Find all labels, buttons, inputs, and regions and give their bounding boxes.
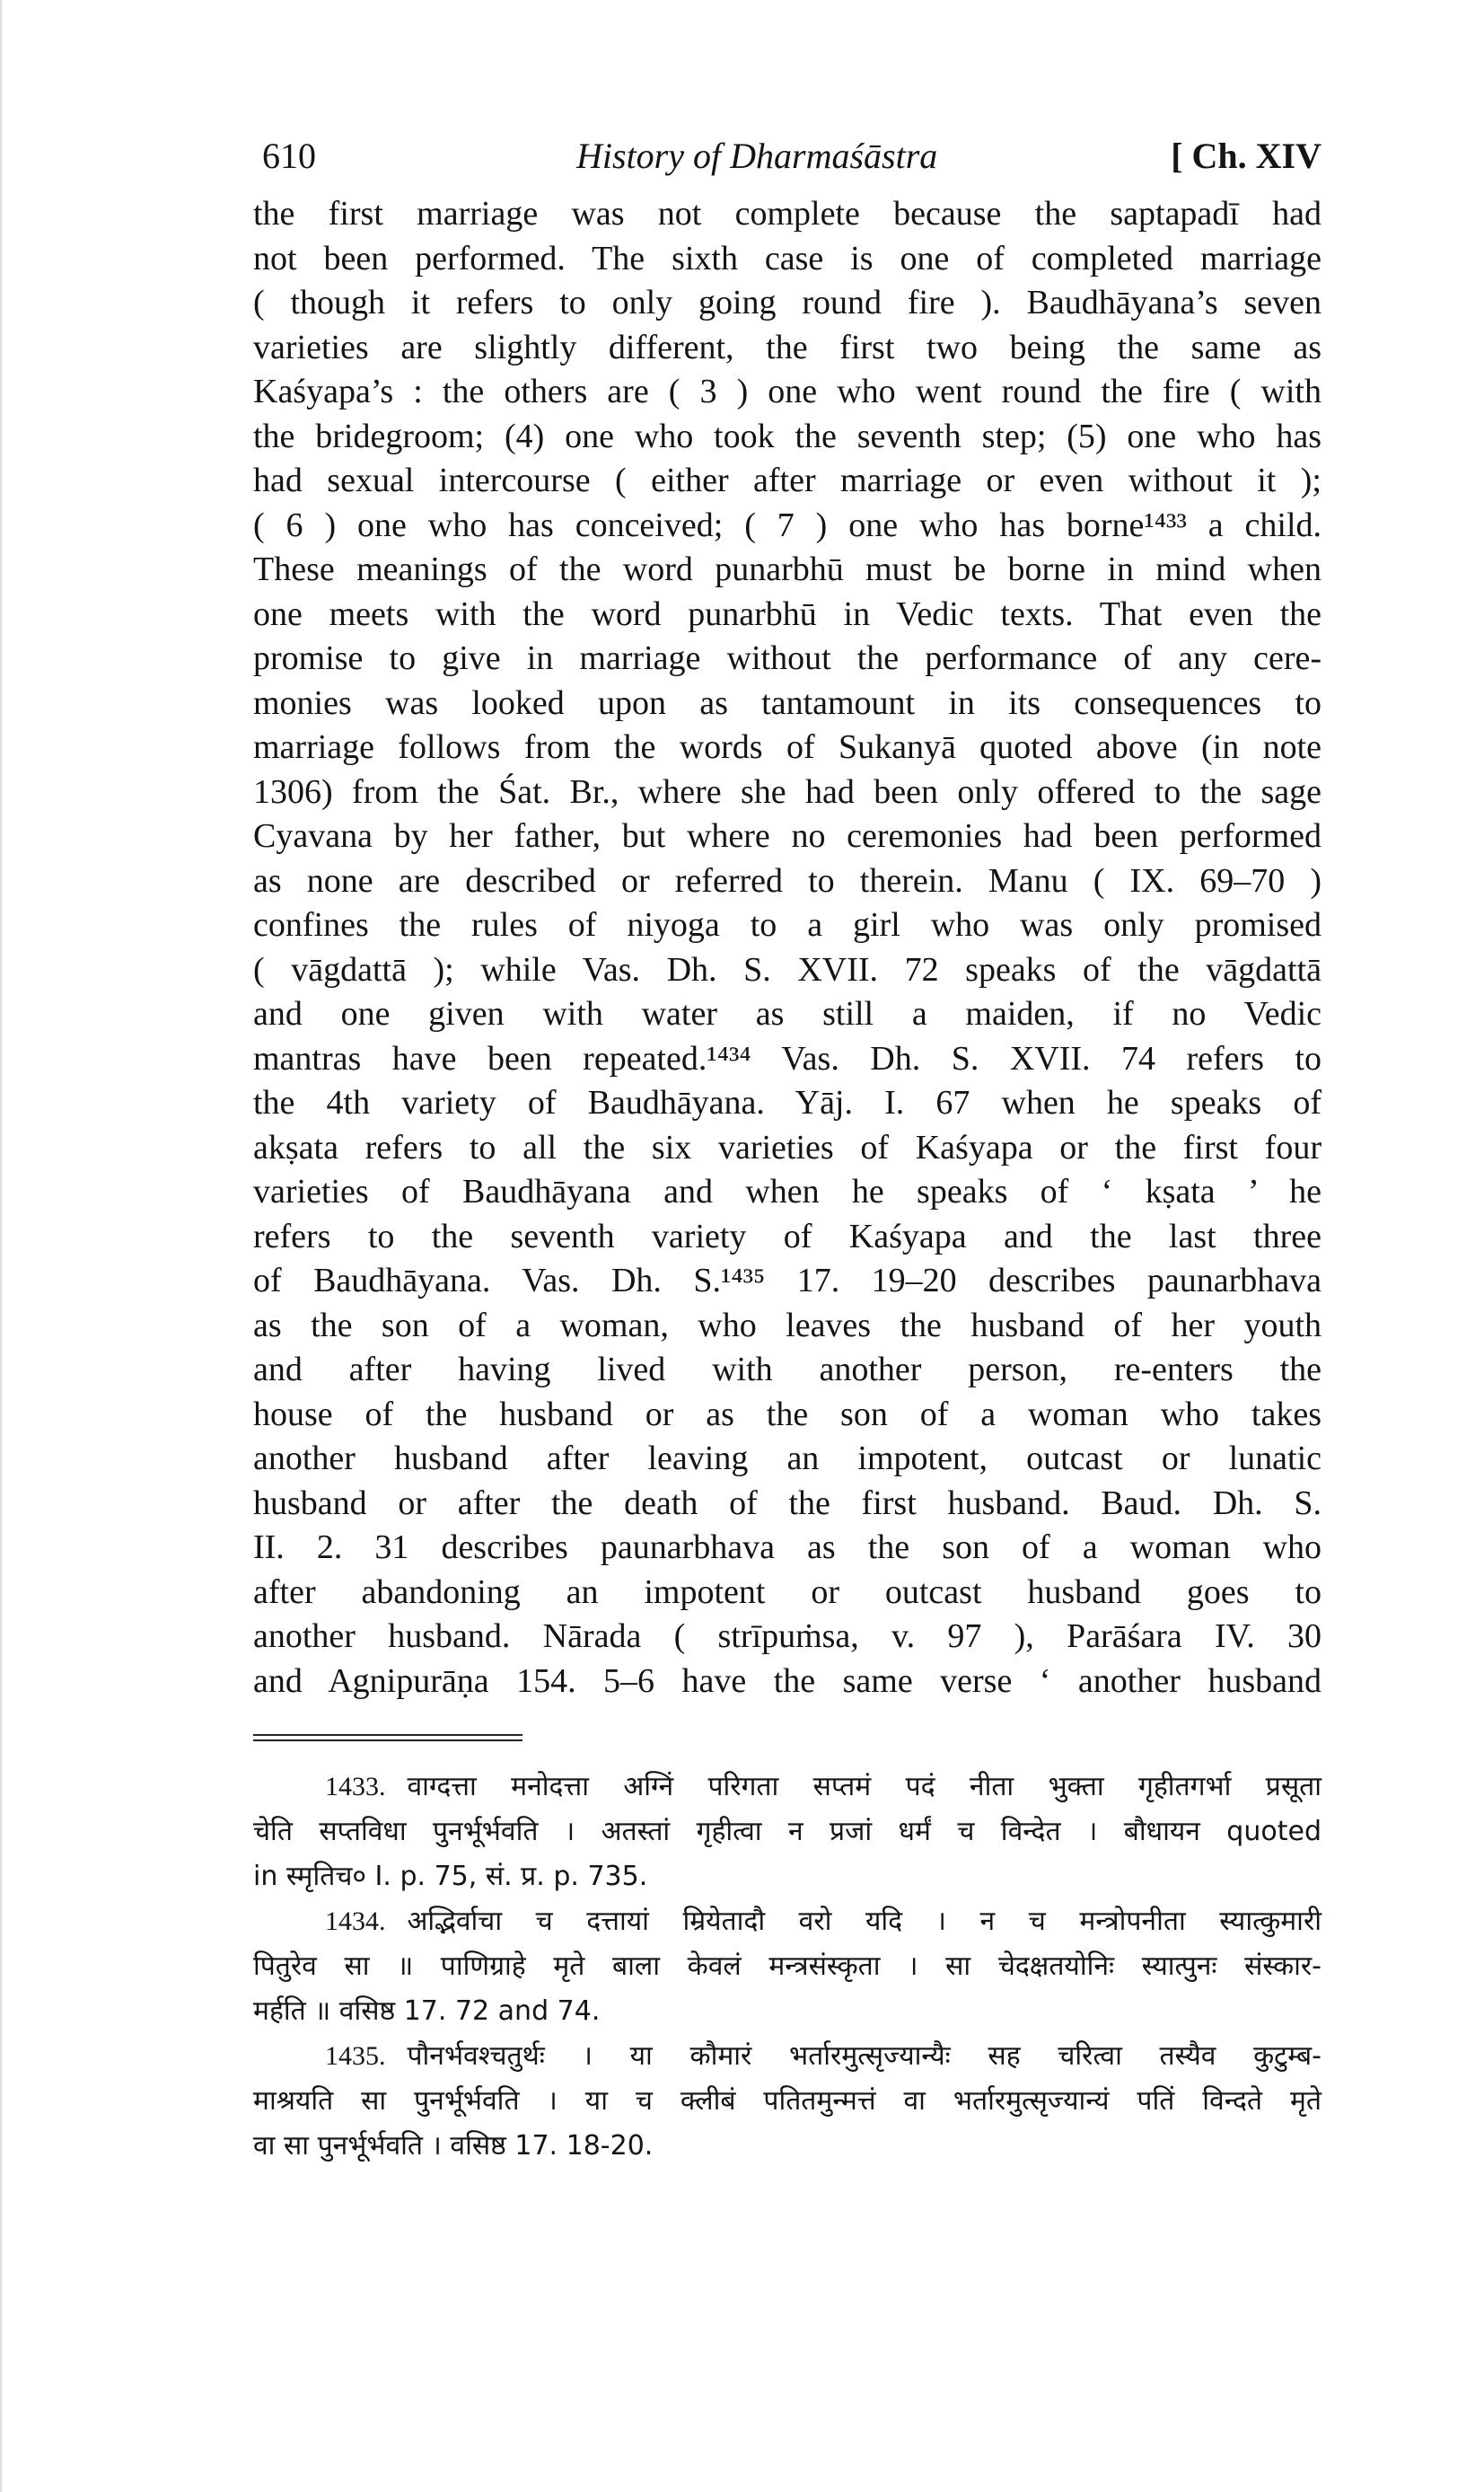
body-line: promise to give in marriage without the performance of any cere- xyxy=(253,639,1322,677)
footnote-text: पितुरेव सा ॥ पाणिग्राहे मृते बाला केवलं मन्त्रसंस्कृता । सा चेदक्षतयोनिः स्यात्पुनः संस्कार- xyxy=(253,1950,1322,1982)
body-line: Kaśyapa’s : the others are ( 3 ) one who went round the fire ( with xyxy=(253,373,1322,410)
footnote-rule xyxy=(253,1734,522,1736)
footnote-number: 1433. xyxy=(325,1772,386,1801)
footnote-line xyxy=(253,1765,1322,1810)
footnote-text: वा सा पुनर्भूर्भवति । वसिष्ठ 17. 18-20. xyxy=(253,2130,654,2162)
footnote-line xyxy=(253,1854,1322,1899)
footnote-rule-secondary xyxy=(253,1739,522,1741)
footnote-text: in स्मृतिच० I. p. 75, सं. प्र. p. 735. xyxy=(253,1861,648,1892)
body-line: ( vāgdattā ); while Vas. Dh. S. XVII. 72 speaks of the vāgdattā xyxy=(253,950,1322,989)
body-line: marriage follows from the words of Sukanyā quoted above (in note xyxy=(253,728,1322,766)
body-line: varieties of Baudhāyana and when he speaks of ‘ kṣata ’ he xyxy=(253,1173,1322,1211)
body-line: and Agnipurāṇa 154. 5–6 have the same verse ‘ another husband xyxy=(253,1661,1322,1700)
body-line: another husband after leaving an impotent, outcast or lunatic xyxy=(253,1440,1322,1477)
body-line: and one given with water as still a maiden, if no Vedic xyxy=(253,995,1322,1033)
chapter-label: [ Ch. XIV xyxy=(1171,136,1322,176)
body-line: as the son of a woman, who leaves the husband of her youth xyxy=(253,1306,1322,1344)
footnote-text: चेति सप्तविधा पुनर्भूर्भवति । अतस्तां गृहीत्वा न प्रजां धर्मं च विन्देत । बौधायन quoted xyxy=(253,1816,1322,1847)
body-line: the first marriage was not complete because the saptapadī had xyxy=(253,195,1322,233)
footnote-text: माश्रयति सा पुनर्भूर्भवति । या च क्लीबं पतितमुन्मत्तं वा भर्तारमुत्सृज्यान्यं पतिं विन्दते मृते xyxy=(253,2085,1322,2117)
body-line: II. 2. 31 describes paunarbhava as the son of a woman who xyxy=(253,1528,1322,1566)
body-line: confines the rules of niyoga to a girl who was only promised xyxy=(253,906,1322,944)
footnote-line xyxy=(253,2079,1322,2124)
footnote-text: वाग्दत्ता मनोदत्ता अग्निं परिगता सप्तमं पदं नीता भुक्ता गृहीतगर्भा प्रसूता xyxy=(407,1771,1322,1802)
body-line: after abandoning an impotent or outcast husband goes to xyxy=(253,1572,1322,1611)
running-title: History of Dharmaśāstra xyxy=(576,136,938,176)
body-line: husband or after the death of the first husband. Baud. Dh. S. xyxy=(253,1484,1322,1522)
footnote xyxy=(253,1899,1322,2034)
body-line: the 4th variety of Baudhāyana. Yāj. I. 67 when he speaks of xyxy=(253,1084,1322,1122)
body-line: and after having lived with another person, re-enters the xyxy=(253,1351,1322,1388)
footnote-line xyxy=(253,2124,1322,2169)
body-line: akṣata refers to all the six varieties of Kaśyapa or the first four xyxy=(253,1128,1322,1167)
footnote-line xyxy=(253,1899,1322,1944)
body-line: mantras have been repeated.¹⁴³⁴ Vas. Dh. S. XVII. 74 refers to xyxy=(253,1039,1322,1078)
footnote-text: मर्हति ॥ वसिष्ठ 17. 72 and 74. xyxy=(253,1995,601,2027)
footnote-line xyxy=(253,2034,1322,2079)
scan-edge xyxy=(0,0,4,2492)
footnote-line xyxy=(253,1810,1322,1854)
body-line: another husband. Nārada ( strīpuṁsa, v. 97 ), Parāśara IV. 30 xyxy=(253,1617,1322,1655)
footnotes xyxy=(253,1765,1322,2169)
body-line: 1306) from the Śat. Br., where she had been only offered to the sage xyxy=(253,772,1322,811)
book-page xyxy=(253,135,1322,2169)
footnote-line xyxy=(253,1989,1322,2034)
body-line: not been performed. The sixth case is one of completed marriage xyxy=(253,239,1322,277)
body-line: ( though it refers to only going round fire ). Baudhāyana’s seven xyxy=(253,284,1322,321)
footnote-line xyxy=(253,1944,1322,1989)
body-line: ( 6 ) one who has conceived; ( 7 ) one who has borne¹⁴³³ a child. xyxy=(253,506,1322,544)
body-line: one meets with the word punarbhū in Vedic texts. That even the xyxy=(253,594,1322,633)
footnote-number: 1434. xyxy=(325,1906,386,1936)
body-line: refers to the seventh variety of Kaśyapa and the last three xyxy=(253,1217,1322,1255)
footnote-text: अद्भिर्वाचा च दत्तायां म्रियेतादौ वरो यदि । न च मन्त्रोपनीता स्यात्कुमारी xyxy=(407,1906,1322,1937)
page-number: 610 xyxy=(262,136,316,176)
footnote xyxy=(253,2034,1322,2169)
body-line: of Baudhāyana. Vas. Dh. S.¹⁴³⁵ 17. 19–20 describes paunarbhava xyxy=(253,1262,1322,1299)
body-line: varieties are slightly different, the first two being the same as xyxy=(253,328,1322,366)
body-line: These meanings of the word punarbhū must be borne in mind when xyxy=(253,550,1322,588)
body-line: as none are described or referred to therein. Manu ( IX. 69–70 ) xyxy=(253,861,1322,900)
page-header xyxy=(253,135,1322,192)
body-line: Cyavana by her father, but where no ceremonies had been performed xyxy=(253,817,1322,855)
body-line: house of the husband or as the son of a woman who takes xyxy=(253,1395,1322,1433)
footnote-text: पौनर्भवश्चतुर्थः । या कौमारं भर्तारमुत्सृज्यान्यैः सह चरित्वा तस्यैव कुटुम्ब- xyxy=(407,2040,1322,2072)
body-line: had sexual intercourse ( either after marriage or even without it ); xyxy=(253,462,1322,499)
body-line: the bridegroom; (4) one who took the seventh step; (5) one who has xyxy=(253,417,1322,455)
footnote-number: 1435. xyxy=(325,2041,386,2071)
body-text xyxy=(253,192,1322,1704)
body-line: monies was looked upon as tantamount in its consequences to xyxy=(253,683,1322,722)
footnote xyxy=(253,1765,1322,1899)
